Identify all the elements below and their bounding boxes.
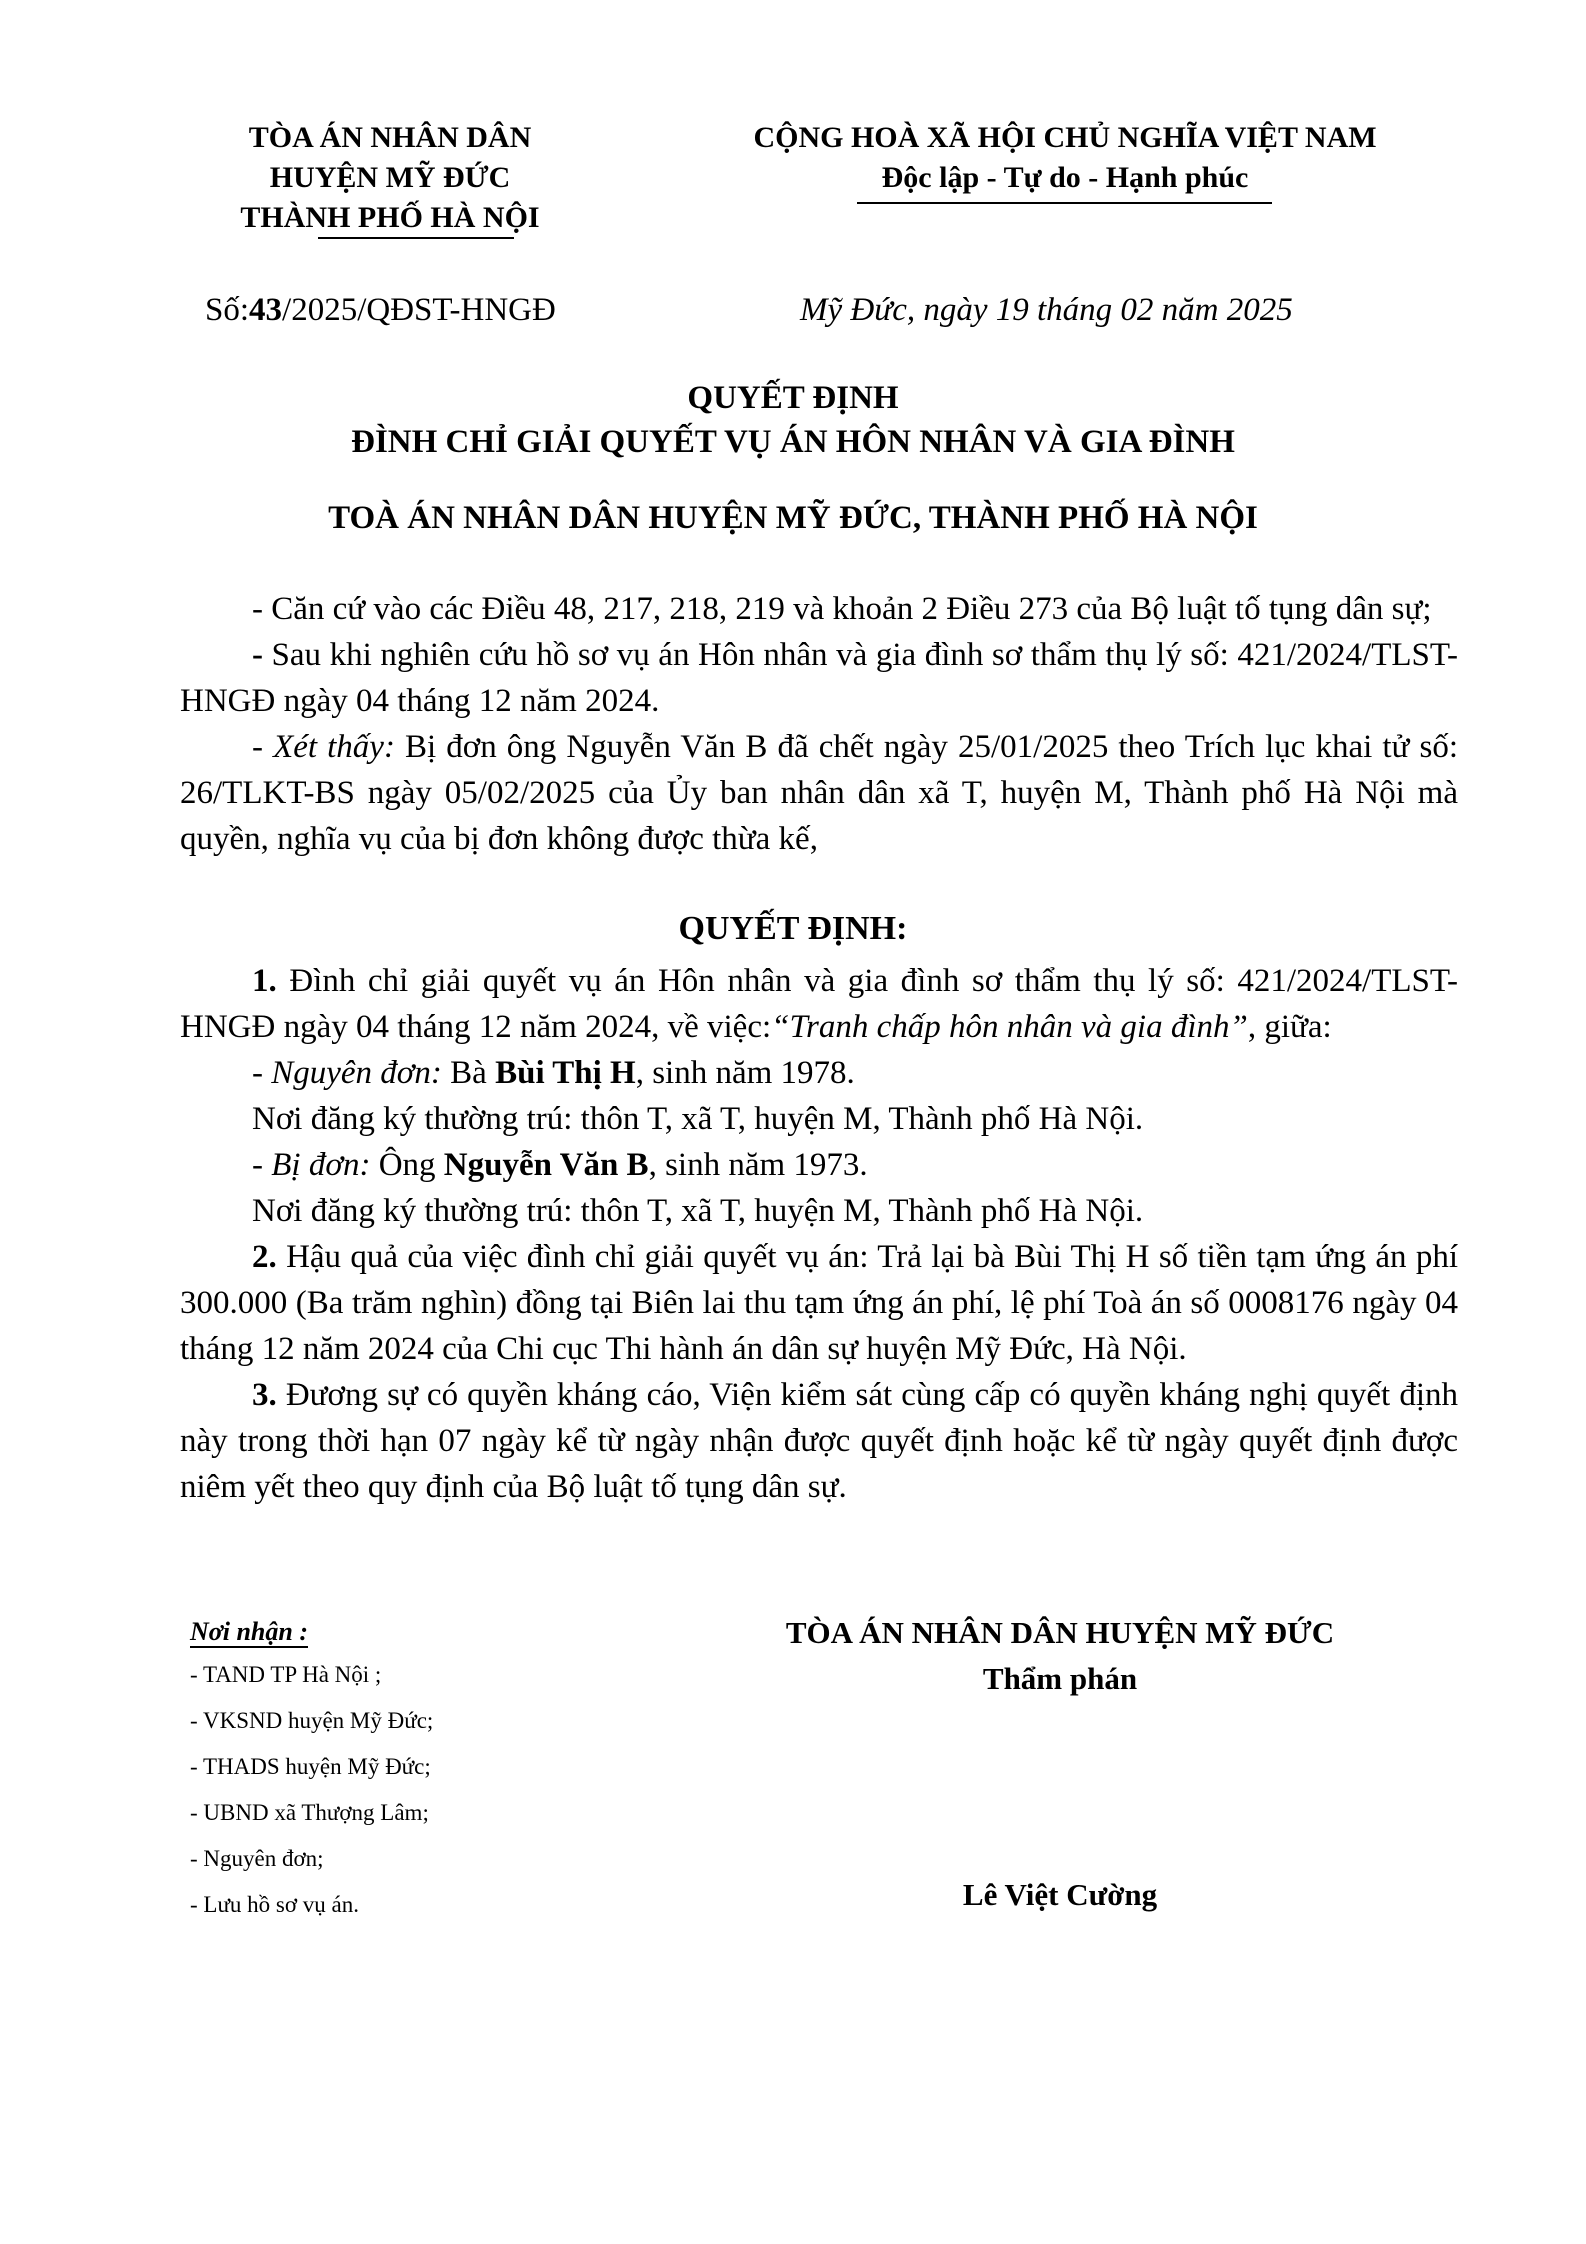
grounds-section <box>180 586 1458 862</box>
document-number <box>205 292 556 329</box>
ground-1: - Căn cứ vào các Điều 48, 217, 218, 219 và khoản 2 Điều 273 của Bộ luật tố tụng dân sự; <box>252 591 1432 627</box>
decision-section <box>180 958 1458 1510</box>
recipients-heading: Nơi nhận : <box>190 1617 308 1646</box>
signature-role: Thẩm phán <box>982 1661 1138 1696</box>
decision-item-1: 1. Đình chỉ giải quyết vụ án Hôn nhân và gia đình sơ thẩm thụ lý số: 421/2024/TLST-HNGĐ ngày 04 tháng 12 năm 2024, về việc:“Tranh chấp hôn nhân và gia đình”, giữa: <box>180 963 1458 1045</box>
signature-name: Lê Việt Cường <box>962 1877 1158 1912</box>
recipient-item: - Nguyên đơn; <box>190 1846 324 1871</box>
court-name-line: TOÀ ÁN NHÂN DÂN HUYỆN MỸ ĐỨC, THÀNH PHỐ HÀ NỘI <box>328 500 1258 536</box>
recipient-item: - THADS huyện Mỹ Đức; <box>190 1754 431 1779</box>
ground-2: - Sau khi nghiên cứu hồ sơ vụ án Hôn nhân và gia đình sơ thẩm thụ lý số: 421/2024/TLST-HNGĐ ngày 04 tháng 12 năm 2024. <box>180 637 1458 719</box>
defendant-address: Nơi đăng ký thường trú: thôn T, xã T, huyện M, Thành phố Hà Nội. <box>252 1193 1144 1229</box>
document-number-prefix: Số: <box>205 292 250 328</box>
national-motto: Độc lập - Tự do - Hạnh phúc <box>881 161 1249 194</box>
recipients <box>190 1612 433 1928</box>
ground-3: - Xét thấy: Bị đơn ông Nguyễn Văn B đã chết ngày 25/01/2025 theo Trích lục khai tử số: 26/TLKT-BS ngày 05/02/2025 của Ủy ban nhân dân xã T, huyện M, Thành phố Hà Nội mà quyền, nghĩa vụ của bị đơn không được thừa kế, <box>180 729 1458 857</box>
court-header-line-1: TÒA ÁN NHÂN DÂN <box>248 121 532 154</box>
title-decision: QUYẾT ĐỊNH <box>687 380 899 416</box>
signature-court: TÒA ÁN NHÂN DÂN HUYỆN MỸ ĐỨC <box>785 1615 1335 1650</box>
recipient-item: - VKSND huyện Mỹ Đức; <box>190 1708 434 1733</box>
defendant-line: - Bị đơn: Ông Nguyễn Văn B, sinh năm 1973. <box>252 1147 868 1183</box>
court-header-line-3: THÀNH PHỐ HÀ NỘI <box>240 201 540 234</box>
document-number-value: 43 <box>249 292 283 328</box>
national-title: CỘNG HOÀ XÃ HỘI CHỦ NGHĨA VIỆT NAM <box>753 121 1377 154</box>
recipient-item: - TAND TP Hà Nội ; <box>190 1662 382 1687</box>
court-header <box>180 118 600 238</box>
recipient-item: - Lưu hồ sơ vụ án. <box>190 1892 359 1917</box>
recipient-item: - UBND xã Thượng Lâm; <box>190 1800 429 1825</box>
decision-item-2: 2. Hậu quả của việc đình chỉ giải quyết vụ án: Trả lại bà Bùi Thị H số tiền tạm ứng án phí 300.000 (Ba trăm nghìn) đồng tại Biên lai thu tạm ứng án phí, lệ phí Toà án số 0008176 ngày 04 tháng 12 năm 2024 của Chi cục Thi hành án dân sự huyện Mỹ Đức, Hà Nội. <box>180 1239 1458 1367</box>
signature-block <box>740 1610 1380 1918</box>
decision-heading: QUYẾT ĐỊNH: <box>678 910 908 947</box>
date-line: Mỹ Đức, ngày 19 tháng 02 năm 2025 <box>800 292 1293 328</box>
plaintiff-address: Nơi đăng ký thường trú: thôn T, xã T, huyện M, Thành phố Hà Nội. <box>252 1101 1144 1137</box>
decision-item-3: 3. Đương sự có quyền kháng cáo, Viện kiểm sát cùng cấp có quyền kháng nghị quyết định này trong thời hạn 07 ngày kể từ ngày nhận được quyết định hoặc kể từ ngày quyết định được niêm yết theo quy định của Bộ luật tố tụng dân sự. <box>180 1377 1458 1505</box>
national-motto-underline <box>857 202 1272 204</box>
plaintiff-line: - Nguyên đơn: Bà Bùi Thị H, sinh năm 1978. <box>252 1055 855 1091</box>
national-header <box>690 118 1440 198</box>
document-number-suffix: /2025/QĐST-HNGĐ <box>282 292 556 328</box>
court-header-underline <box>318 237 514 239</box>
title-subject: ĐÌNH CHỈ GIẢI QUYẾT VỤ ÁN HÔN NHÂN VÀ GIA ĐÌNH <box>351 424 1235 460</box>
court-header-line-2: HUYỆN MỸ ĐỨC <box>269 161 511 194</box>
